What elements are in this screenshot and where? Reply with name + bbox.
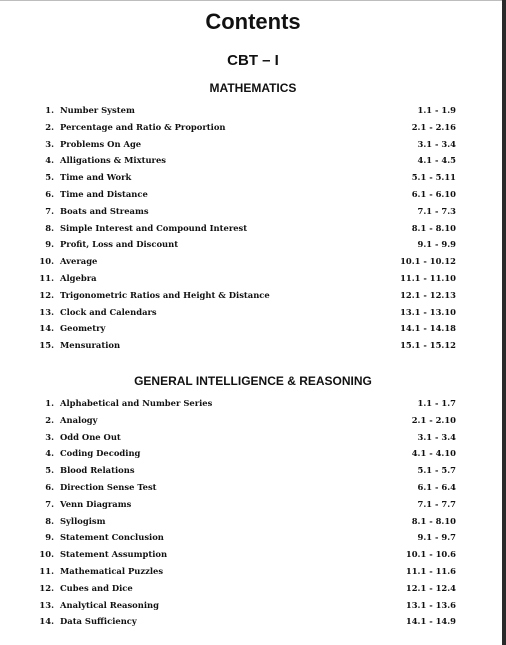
toc-entry-pages: 8.1 - 8.10: [411, 222, 456, 233]
toc-entry[interactable]: [0, 169, 506, 186]
toc-entry-pages: 7.1 - 7.3: [417, 205, 456, 216]
page-subtitle: CBT – I: [227, 52, 279, 69]
toc-entry-topic: Direction Sense Test: [60, 481, 157, 492]
toc-entry-pages: 4.1 - 4.10: [411, 448, 456, 459]
toc-entry-pages: 1.1 - 1.7: [417, 398, 456, 408]
toc-entry-pages: 8.1 - 8.10: [411, 515, 456, 526]
toc-entry-topic: Average: [60, 256, 98, 267]
toc-entry-pages: 1.1 - 1.9: [417, 105, 456, 115]
toc-entry-pages: 3.1 - 3.4: [417, 431, 456, 442]
toc-entry-pages: 2.1 - 2.16: [411, 121, 456, 132]
toc-entry-number: 4.: [45, 448, 54, 459]
toc-entry-pages: 9.1 - 9.9: [417, 239, 456, 250]
toc-entry[interactable]: [0, 563, 506, 580]
toc-entry-topic: Data Sufficiency: [60, 616, 137, 627]
toc-entry-number: 15.: [39, 340, 54, 351]
toc-entry[interactable]: [0, 152, 506, 169]
toc-entry-topic: Number System: [60, 105, 135, 115]
toc-entry-number: 6.: [45, 481, 54, 492]
toc-entry-number: 12.: [39, 289, 54, 300]
toc-entry-topic: Odd One Out: [60, 431, 121, 442]
toc-entry-number: 1.: [45, 398, 54, 408]
toc-entry-number: 8.: [45, 222, 54, 233]
toc-entry[interactable]: [0, 580, 506, 597]
toc-entry[interactable]: [0, 203, 506, 220]
toc-entry-topic: Percentage and Ratio & Proportion: [60, 121, 226, 132]
toc-entry-pages: 7.1 - 7.7: [417, 498, 456, 509]
toc-entry[interactable]: [0, 412, 506, 429]
toc-entry-pages: 11.1 - 11.10: [400, 272, 456, 283]
toc-entry[interactable]: [0, 597, 506, 614]
toc-entry-number: 14.: [39, 323, 54, 334]
toc-entry-pages: 6.1 - 6.4: [417, 481, 456, 492]
toc-entry-pages: 13.1 - 13.6: [405, 599, 456, 610]
toc-entry[interactable]: [0, 513, 506, 530]
toc-entry[interactable]: [0, 136, 506, 153]
toc-entry[interactable]: [0, 496, 506, 513]
toc-entry-pages: 14.1 - 14.18: [400, 323, 456, 334]
toc-entry-number: 2.: [45, 121, 54, 132]
toc-entry-topic: Syllogism: [60, 515, 106, 526]
toc-entry-topic: Cubes and Dice: [60, 582, 133, 593]
toc-entry-number: 5.: [45, 172, 54, 183]
toc-entry-pages: 14.1 - 14.9: [405, 616, 456, 627]
toc-entry-number: 10.: [39, 256, 54, 267]
toc-entry-pages: 10.1 - 10.12: [400, 256, 456, 267]
toc-entry-pages: 15.1 - 15.12: [400, 340, 456, 351]
toc-entry-pages: 5.1 - 5.7: [417, 465, 456, 476]
toc-entry[interactable]: [0, 479, 506, 496]
toc-entry-pages: 11.1 - 11.6: [405, 565, 456, 576]
toc-entry-number: 11.: [39, 565, 54, 576]
toc-entry-number: 5.: [45, 465, 54, 476]
toc-entry-pages: 12.1 - 12.4: [405, 582, 456, 593]
toc-entry-number: 10.: [39, 549, 54, 560]
toc-entry-pages: 13.1 - 13.10: [400, 306, 456, 317]
toc-entry-topic: Statement Assumption: [60, 549, 168, 560]
toc-entry-topic: Statement Conclusion: [60, 532, 164, 543]
toc-list-mathematics: [0, 102, 506, 354]
toc-entry-topic: Trigonometric Ratios and Height & Distance: [60, 289, 270, 300]
toc-entry-topic: Time and Distance: [60, 188, 148, 199]
toc-entry[interactable]: [0, 270, 506, 287]
toc-entry-number: 11.: [39, 272, 54, 283]
toc-entry[interactable]: [0, 236, 506, 253]
toc-entry-number: 2.: [45, 414, 54, 425]
toc-entry-pages: 10.1 - 10.6: [405, 549, 456, 560]
toc-entry-number: 3.: [45, 138, 54, 149]
toc-entry-pages: 9.1 - 9.7: [417, 532, 456, 543]
toc-entry[interactable]: [0, 320, 506, 337]
toc-entry-number: 7.: [45, 205, 54, 216]
toc-entry-topic: Mensuration: [60, 340, 121, 351]
page-title: Contents: [205, 9, 301, 34]
toc-entry[interactable]: [0, 287, 506, 304]
toc-entry[interactable]: [0, 337, 506, 354]
toc-entry-number: 6.: [45, 188, 54, 199]
toc-entry-pages: 3.1 - 3.4: [417, 138, 456, 149]
toc-list-reasoning: [0, 395, 506, 630]
section-heading-mathematics: MATHEMATICS: [209, 81, 297, 95]
toc-entry-topic: Problems On Age: [60, 138, 142, 149]
toc-entry-number: 4.: [45, 155, 54, 166]
toc-entry-topic: Geometry: [60, 323, 106, 334]
toc-entry-number: 12.: [39, 582, 54, 593]
toc-entry-number: 9.: [45, 532, 54, 543]
toc-entry[interactable]: [0, 395, 506, 412]
toc-entry-topic: Coding Decoding: [60, 448, 141, 459]
toc-entry-topic: Alphabetical and Number Series: [60, 398, 213, 408]
toc-entry-topic: Algebra: [60, 272, 97, 283]
toc-entry-number: 14.: [39, 616, 54, 627]
toc-entry[interactable]: [0, 304, 506, 321]
toc-entry-topic: Boats and Streams: [60, 205, 149, 216]
toc-entry-number: 9.: [45, 239, 54, 250]
toc-entry-topic: Time and Work: [60, 172, 132, 183]
toc-entry[interactable]: [0, 529, 506, 546]
toc-entry-number: 8.: [45, 515, 54, 526]
toc-entry-topic: Alligations & Mixtures: [60, 155, 167, 166]
toc-entry[interactable]: [0, 102, 506, 119]
section-heading-reasoning: GENERAL INTELLIGENCE & REASONING: [134, 374, 372, 388]
toc-entry[interactable]: [0, 429, 506, 446]
toc-entry-pages: 4.1 - 4.5: [417, 155, 456, 166]
top-border: [0, 0, 506, 1]
toc-entry[interactable]: [0, 220, 506, 237]
toc-entry-topic: Profit, Loss and Discount: [60, 239, 179, 250]
toc-entry[interactable]: [0, 253, 506, 270]
toc-entry-topic: Analogy: [60, 414, 98, 425]
toc-entry-pages: 2.1 - 2.10: [411, 414, 456, 425]
toc-entry-number: 1.: [45, 105, 54, 115]
toc-entry-topic: Simple Interest and Compound Interest: [60, 222, 248, 233]
toc-entry-pages: 12.1 - 12.13: [400, 289, 456, 300]
toc-entry-number: 13.: [39, 306, 54, 317]
toc-entry[interactable]: [0, 613, 506, 630]
toc-entry-topic: Venn Diagrams: [60, 498, 132, 509]
toc-entry[interactable]: [0, 186, 506, 203]
toc-entry-topic: Blood Relations: [60, 465, 135, 476]
toc-entry-number: 7.: [45, 498, 54, 509]
toc-entry[interactable]: [0, 119, 506, 136]
toc-entry-pages: 6.1 - 6.10: [411, 188, 456, 199]
toc-entry[interactable]: [0, 462, 506, 479]
toc-entry[interactable]: [0, 546, 506, 563]
toc-entry-number: 3.: [45, 431, 54, 442]
toc-entry[interactable]: [0, 445, 506, 462]
toc-entry-topic: Analytical Reasoning: [60, 599, 159, 610]
toc-entry-pages: 5.1 - 5.11: [411, 172, 456, 183]
toc-entry-number: 13.: [39, 599, 54, 610]
toc-entry-topic: Mathematical Puzzles: [60, 565, 164, 576]
toc-entry-topic: Clock and Calendars: [60, 306, 157, 317]
